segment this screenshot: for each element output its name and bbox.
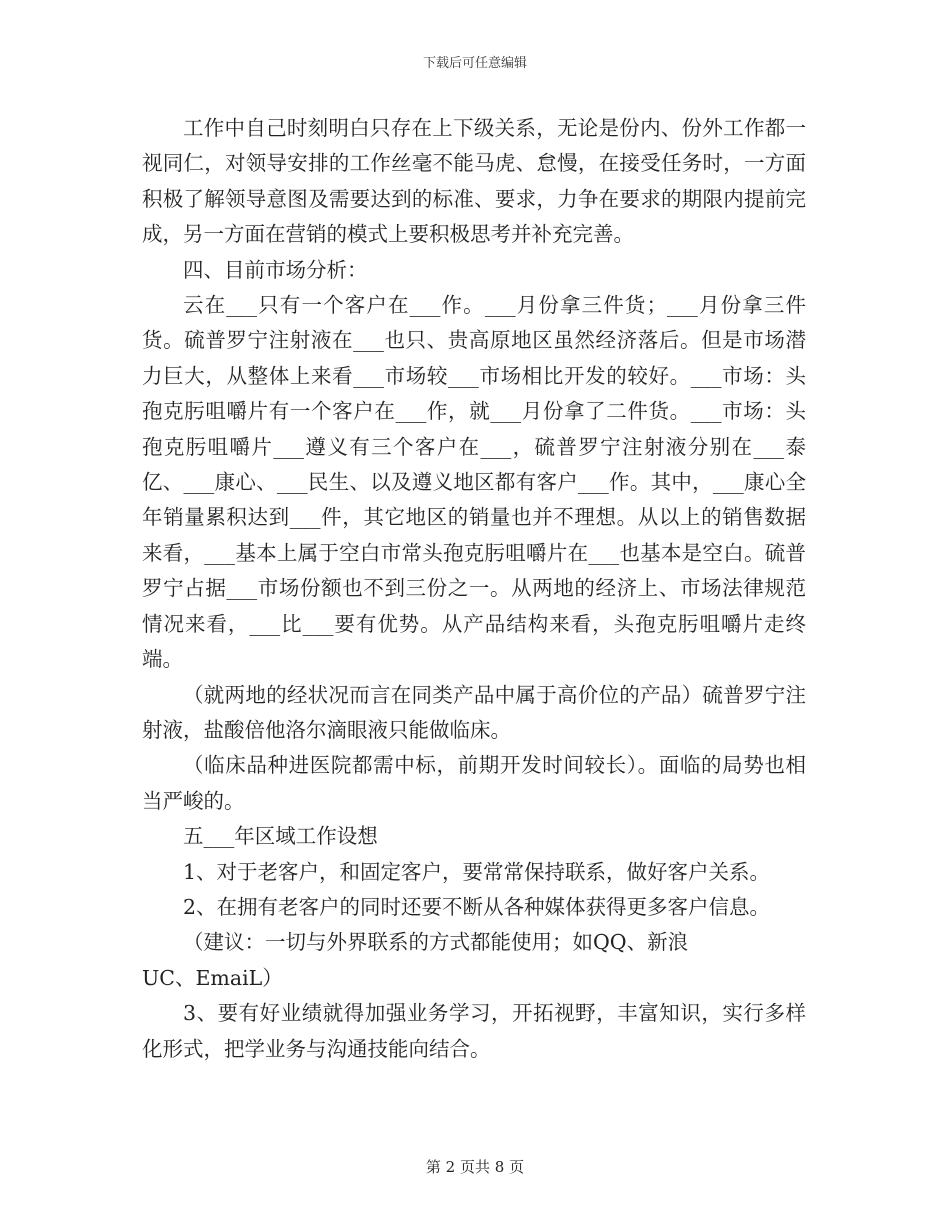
section-heading: 四、目前市场分析：	[183, 257, 368, 282]
paragraph: 云在___只有一个客户在___作。___月份拿三件货；___月份拿三件货。硫普罗宁注射液在___也只、贵高原地区虽然经济落后。但是市场潜力巨大，从整体上来看___市场较___市场相比开发的较好。___市场：头孢克肟咀嚼片有一个客户在___作，就___月份拿了二件货。___市场：头孢克肟咀嚼片___遵义有三个客户在___，硫普罗宁注射液分别在___泰亿、___康心、___民生、以及遵义地区都有客户___作。其中，___康心全年销量累积达到___件，其它地区的销量也并不理想。从以上的销售数据来看，___基本上属于空白市常头孢克肟咀嚼片在___也基本是空白。硫普罗宁占据___市场份额也不到三份之一。从两地的经济上、市场法律规范情况来看，___比___要有优势。从产品结构来看，头孢克肟咀嚼片走终端。	[142, 293, 806, 672]
paragraph: 工作中自己时刻明白只存在上下级关系，无论是份内、份外工作都一视同仁，对领导安排的工作丝毫不能马虎、怠慢，在接受任务时，一方面积极了解领导意图及需要达到的标准、要求，力争在要求的期限内提前完成，另一方面在营销的模式上要积极思考并补充完善。	[142, 116, 806, 247]
page-header: 下载后可任意编辑	[422, 56, 527, 71]
document-body	[142, 111, 806, 1067]
paragraph: （就两地的经状况而言在同类产品中属于高价位的产品）硫普罗宁注射液，盐酸倍他洛尔滴眼液只能做临床。	[142, 682, 806, 742]
list-item: 3、要有好业绩就得加强业务学习，开拓视野，丰富知识，实行多样化形式，把学业务与沟通技能向结合。	[142, 1001, 806, 1061]
list-item: 2、在拥有老客户的同时还要不断从各种媒体获得更多客户信息。	[183, 894, 771, 919]
list-item: 1、对于老客户，和固定客户，要常常保持联系，做好客户关系。	[183, 859, 771, 884]
paragraph: UC、EmaiL）	[142, 965, 283, 990]
paragraph: （建议：一切与外界联系的方式都能使用；如QQ、新浪	[183, 930, 689, 955]
paragraph: （临床品种进医院都需中标，前期开发时间较长）。面临的局势也相当严峻的。	[142, 753, 806, 813]
page-footer: 第 2 页共 8 页	[425, 1158, 525, 1176]
section-heading: 五___年区域工作设想	[183, 824, 378, 849]
